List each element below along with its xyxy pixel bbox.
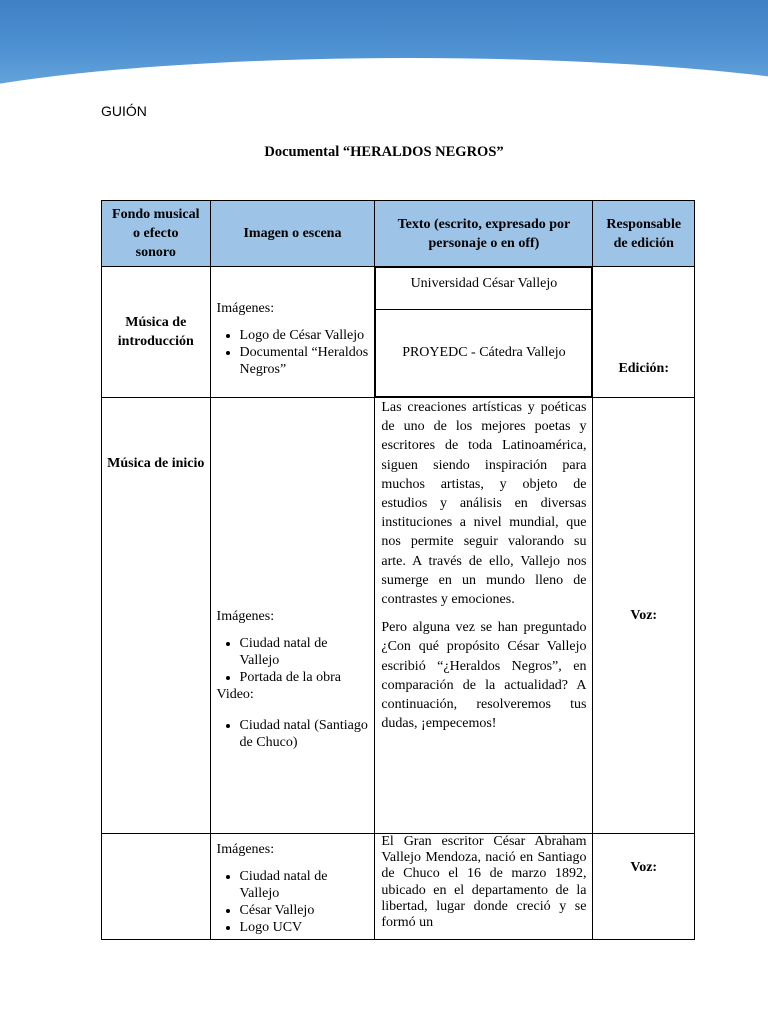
- images-label: Imágenes:: [216, 842, 275, 857]
- header-image: Imagen o escena: [210, 201, 375, 267]
- section-label: GUIÓN: [101, 103, 147, 119]
- text-cell: [375, 398, 593, 834]
- list-item: • Ciudad natal de Vallejo: [240, 635, 369, 669]
- responsible-cell: [593, 834, 695, 940]
- banner-title: Proyecto de Emprendimiento de Difusión Cultural: [339, 69, 640, 84]
- responsible-label: Voz:: [630, 607, 658, 623]
- table-header-row: [102, 201, 695, 267]
- music-cell: [102, 834, 211, 940]
- script-table: [101, 200, 695, 940]
- text-cell: [375, 267, 593, 398]
- music-cell: Música de inicio: [102, 398, 211, 834]
- text-line-university: Universidad César Vallejo: [376, 268, 592, 310]
- list-item: • César Vallejo: [240, 902, 369, 919]
- responsible-label: Voz:: [630, 860, 658, 875]
- images-label: Imágenes:: [216, 609, 275, 624]
- video-list: [217, 717, 369, 751]
- image-cell: [210, 398, 375, 834]
- list-item: • Ciudad natal (Santiago de Chuco): [240, 717, 369, 751]
- paragraph: El Gran escritor César Abraham Vallejo Mendoza, nació en Santiago de Chuco el 16 de marzo 1892, ubicado en el departamento de la libertad, lugar donde creció y se formó un: [381, 834, 587, 931]
- list-item: • Portada de la obra: [240, 669, 369, 686]
- list-item: • Ciudad natal de Vallejo: [240, 868, 369, 902]
- text-subtable: [375, 267, 592, 397]
- table-row: [102, 834, 695, 940]
- list-item: • Documental “Heraldos Negros”: [240, 344, 369, 378]
- responsible-label: Edición:: [618, 361, 670, 376]
- header-responsible: Responsable de edición: [593, 201, 695, 267]
- document-title: Documental “HERALDOS NEGROS”: [264, 144, 504, 160]
- responsible-cell: [593, 267, 695, 398]
- text-line-proyedc: PROYEDC - Cátedra Vallejo: [376, 310, 592, 397]
- image-list: [217, 868, 369, 936]
- image-list: [217, 327, 369, 378]
- paragraph: Pero alguna vez se han preguntado ¿Con qué propósito César Vallejo escribió “¿Heraldos Negros”, en comparación de la actualidad? A continuación, resolveremos tus dudas, ¡empecemos!: [381, 620, 587, 732]
- image-list: [217, 635, 369, 686]
- image-cell: [210, 267, 375, 398]
- header-music: Fondo musical o efecto sonoro: [102, 201, 211, 267]
- responsible-cell: [593, 398, 695, 834]
- table-row: [102, 398, 695, 834]
- table-row: [102, 267, 695, 398]
- list-item: • Logo UCV: [240, 919, 369, 936]
- header-text: Texto (escrito, expresado por personaje o en off): [375, 201, 593, 267]
- image-cell: [210, 834, 375, 940]
- text-cell: [375, 834, 593, 940]
- music-cell: Música de introducción: [102, 267, 211, 398]
- images-label: Imágenes:: [216, 301, 275, 316]
- header-banner: [0, 0, 768, 92]
- video-label: Video:: [216, 687, 254, 702]
- list-item: • Logo de César Vallejo: [240, 327, 369, 344]
- paragraph: Las creaciones artísticas y poéticas de uno de los mejores poetas y escritores de toda Latinoamérica, siguen siendo inspiración para muchos artistas, y objeto de estudios y análisis en diversas instituciones a nivel mundial, que nos permite seguir valorando su arte. A través de ello, Vallejo nos sumerge en un mundo lleno de contrastes y emociones.: [381, 400, 587, 608]
